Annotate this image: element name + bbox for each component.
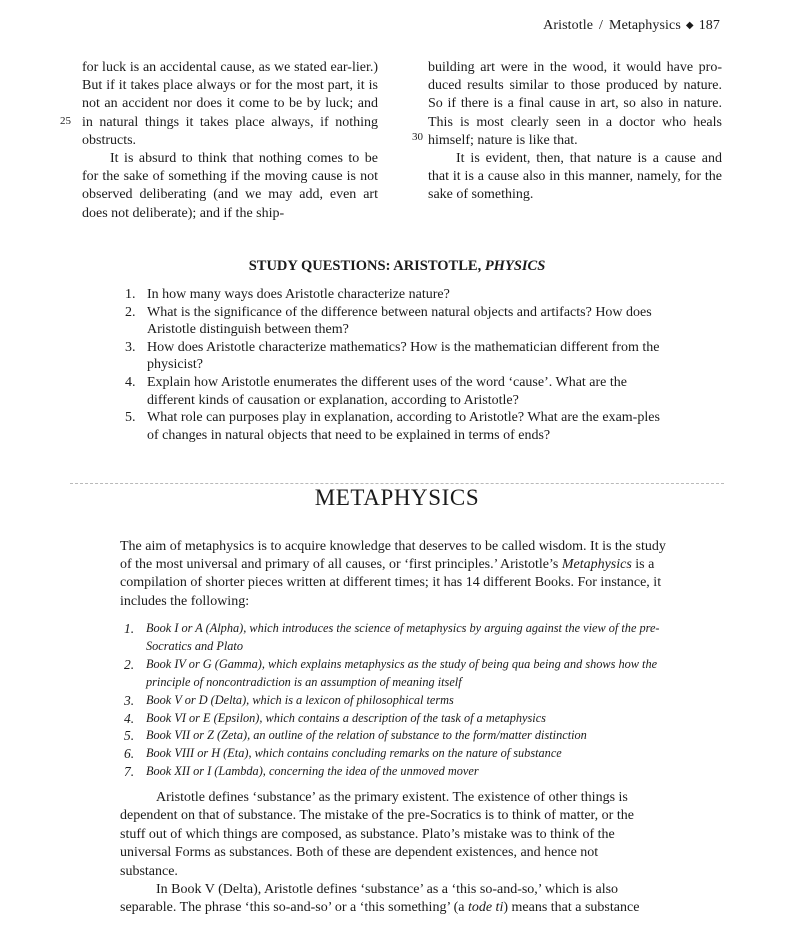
header-title: Metaphysics [609,18,681,33]
list-item: 2. What is the significance of the difference between natural objects and artifacts? How does Aristotle distinguish between them? [125,304,652,338]
list-item: 4. Explain how Aristotle enumerates the different uses of the word ‘cause’. What are the different kinds of causation or explanation, according to Aristotle? [125,374,627,408]
list-item: 5. What role can purposes play in explanation, according to Aristotle? What are the exam-ples of changes in natural objects that need to be explained in terms of ends? [125,410,660,443]
page-number: 187 [698,18,720,33]
line-number-30: 30 [412,131,423,143]
list-item: 7. Book XII or I (Lambda), concerning the idea of the unmoved mover [124,764,479,780]
list-item: 1. In how many ways does Aristotle characterize nature? [125,287,450,302]
study-questions-title [0,258,794,275]
list-item: 3. Book V or D (Delta), which is a lexicon of philosophical terms [124,692,454,708]
line-number-25: 25 [60,115,71,127]
intro-paragraph: The aim of metaphysics is to acquire knowledge that deserves to be called wisdom. It is the study of the most universal and primary of all causes, or ‘first principles.’ Aristotle’s Metaphysics is a compilation of shorter pieces written at different times; it has 14 different Books. For instance, it includes the following: [120,539,666,609]
section-divider [70,483,724,484]
body-paragraph-1: Aristotle defines ‘substance’ as the primary existent. The existence of other things is dependent on that of substance. The mistake of the pre-Socratics is to think of matter, or the stuff out of which things are composed, as substance. Plato’s mistake was to think of the universal Forms as substances. Both of these are dependent existences, and hence not substance. [120,790,634,879]
study-questions-list [120,286,665,444]
left-paragraph-1: for luck is an accidental cause, as we stated ear-lier.) But if it takes place always or for the most part, it is not an accident nor does it come to be by luck; and in natural things it takes place always, if nothing obstructs. [82,60,378,148]
left-paragraph-2: It is absurd to think that nothing comes to be for the sake of something if the moving cause is not observed deliberating (and we may add, even art does not deliberate); and if the ship- [82,151,378,221]
study-questions-title-text: STUDY QUESTIONS: ARISTOTLE, [248,258,485,274]
right-column [428,59,722,205]
books-list [118,620,678,781]
body-text [120,789,658,918]
diamond-bullet-icon: ◆ [685,20,694,31]
header-author: Aristotle [543,18,594,33]
running-header [543,18,720,34]
list-item: 6. Book VIII or H (Eta), which contains concluding remarks on the nature of substance [124,746,562,762]
list-item: 3. How does Aristotle characterize mathematics? How is the mathematician different from the physicist? [125,339,660,373]
study-questions-title-italic: PHYSICS [484,258,546,274]
left-column [82,59,378,223]
list-item: 5. Book VII or Z (Zeta), an outline of the relation of substance to the form/matter distinction [124,728,587,744]
right-paragraph-2: It is evident, then, that nature is a cause and that it is a cause also in this manner, namely, for the sake of something. [428,151,722,203]
list-item: 2. Book IV or G (Gamma), which explains metaphysics as the study of being qua being and shows how the principle of noncontradiction is an assumption of meaning itself [124,656,658,689]
section-title: METAPHYSICS [314,485,480,510]
right-paragraph-1: building art were in the wood, it would have pro-duced results similar to those produced by nature. So if there is a final cause in art, so also in nature. This is most clearly seen in a doctor who heals himself; nature is like that. [428,60,722,148]
list-item: 1. Book I or A (Alpha), which introduces the science of metaphysics by arguing against the view of the pre-Socratics and Plato [124,621,660,653]
list-item: 4. Book VI or E (Epsilon), which contains a description of the task of a metaphysics [124,710,546,726]
header-separator: / [599,18,604,33]
body-paragraph-2: In Book V (Delta), Aristotle defines ‘substance’ as a ‘this so-and-so,’ which is also separable. The phrase ‘this so-and-so’ or a ‘this something’ (a tode ti) means that a substance [120,882,640,916]
